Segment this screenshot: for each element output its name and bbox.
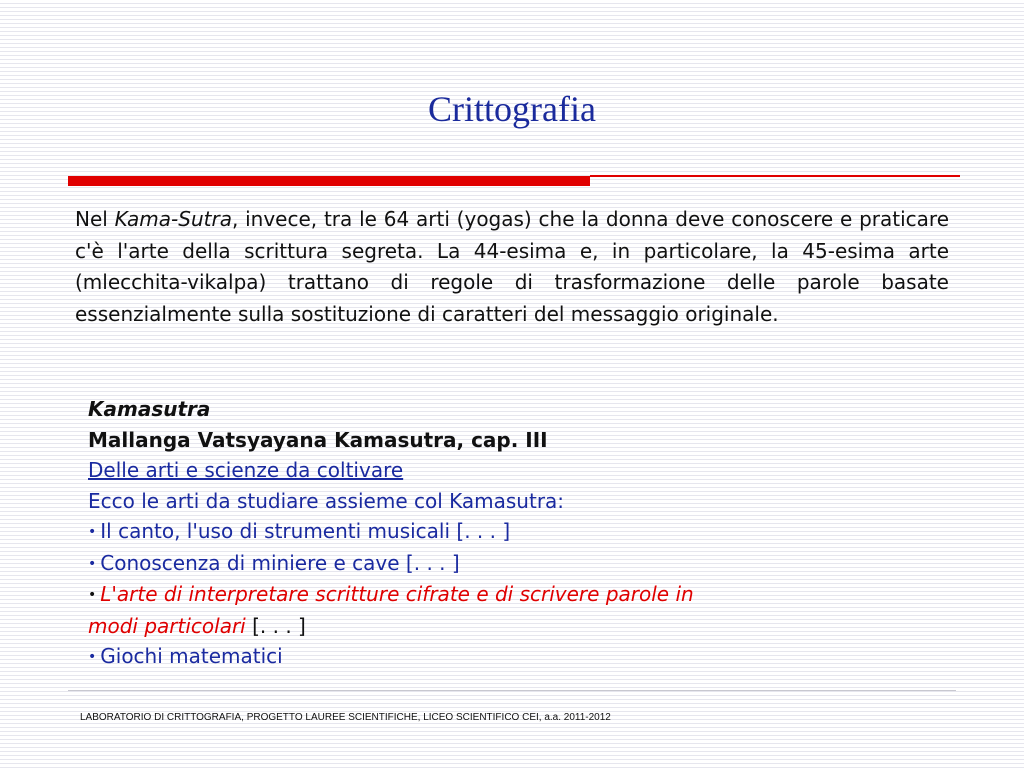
footer-text: LABORATORIO DI CRITTOGRAFIA, PROGETTO LAUREE SCIENTIFICHE, LICEO SCIENTIFICO CEI, a.a. 2011-2012 (80, 712, 611, 723)
intro-kama-sutra: Kama-Sutra (114, 207, 232, 231)
bullet-icon: • (88, 587, 97, 603)
quote-heading-title: Kamasutra (88, 397, 211, 421)
title-divider-bar (68, 176, 590, 186)
quote-block (88, 394, 948, 673)
list-item-text: Conoscenza di miniere e cave [. . . ] (100, 550, 460, 575)
bullet-icon: • (88, 649, 97, 665)
list-item-suffix: [. . . ] (245, 613, 306, 638)
intro-word-nel: Nel (75, 207, 108, 231)
bullet-icon: • (88, 555, 97, 572)
intro-text: , invece, tra le 64 arti (yogas) che la donna deve conoscere e praticare c'è l'arte della scrittura segreta. La 44-esima e, in particolare, la 45-esima arte (mlecchita-vikalpa) trattano di regole di trasformazione delle parole basate essenzialmente sulla sostituzione di caratteri del messaggio originale. (75, 207, 950, 326)
quote-lead: Ecco le arti da studiare assieme col Kamasutra: (88, 488, 565, 513)
bullet-icon: • (88, 524, 97, 540)
intro-paragraph (75, 204, 949, 330)
list-item (88, 579, 948, 611)
quote-heading-source: Mallanga Vatsyayana Kamasutra, cap. III (88, 427, 548, 452)
slide-title: Crittografia (428, 89, 596, 129)
list-item (88, 516, 948, 548)
list-item (88, 548, 948, 580)
list-item-continuation (88, 611, 948, 642)
list-item-text: Giochi matematici (100, 644, 283, 668)
title-divider-line (590, 175, 960, 177)
footer-divider (68, 690, 956, 691)
list-item-text-highlight: L'arte di interpretare scritture cifrate e di scrivere parole in (100, 582, 694, 606)
list-item-text: Il canto, l'uso di strumenti musicali [. . . ] (100, 519, 511, 543)
list-item (88, 641, 948, 673)
arts-link[interactable]: Delle arti e scienze da coltivare (88, 458, 404, 482)
list-item-text-highlight: modi particolari (88, 613, 246, 638)
